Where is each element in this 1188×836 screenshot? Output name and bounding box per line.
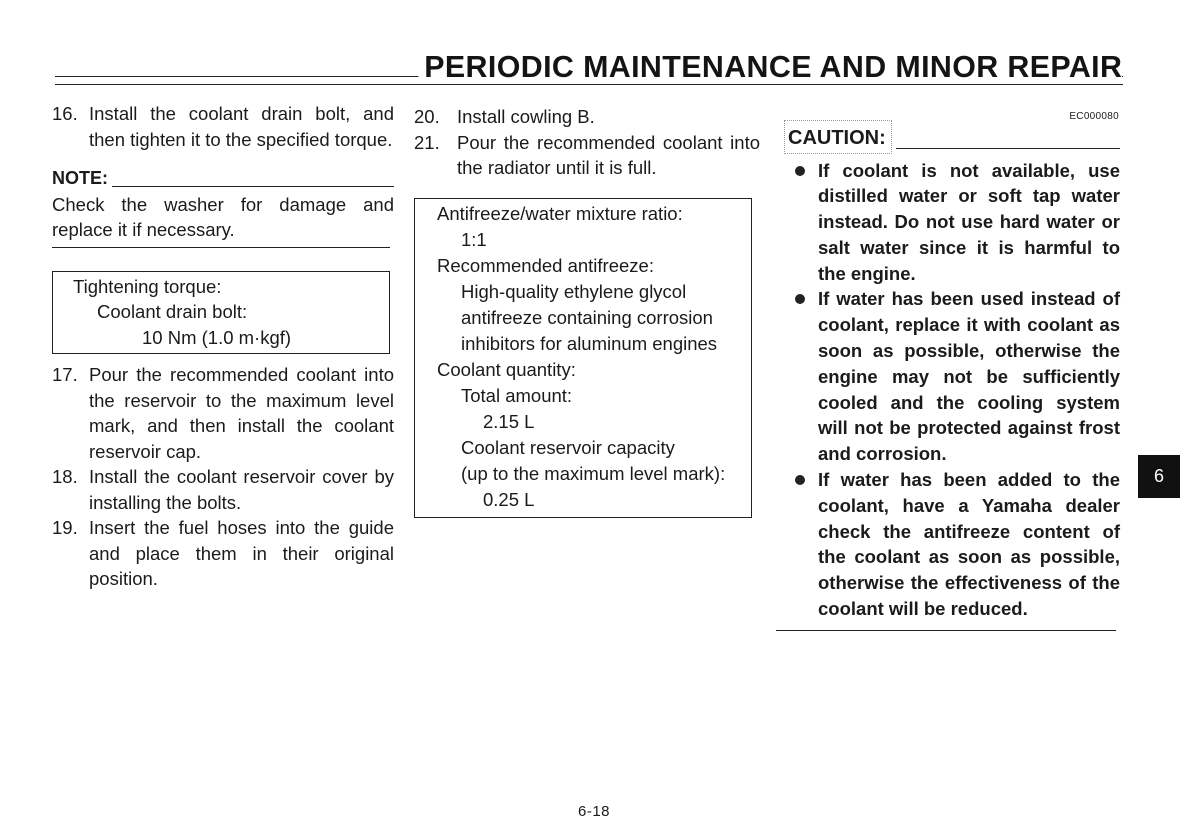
step-19 — [52, 515, 394, 592]
header-rule-bottom — [55, 84, 1123, 85]
antifreeze-label: Recommended antifreeze: — [437, 254, 654, 276]
torque-item: Coolant drain bolt: — [97, 301, 248, 322]
bullet-icon — [776, 286, 818, 467]
page-title: PERIODIC MAINTENANCE AND MINOR REPAIR — [418, 50, 1122, 84]
caution-item — [776, 158, 1126, 287]
note-end-rule — [52, 247, 390, 248]
ratio-value: 1:1 — [461, 228, 487, 250]
step-text: Pour the recommended coolant into the radiator until it is full. — [457, 131, 760, 178]
total-label: Total amount: — [461, 384, 573, 406]
step-20 — [414, 104, 760, 130]
bullet-icon — [776, 467, 818, 622]
antifreeze-value: antifreeze containing corrosion — [461, 306, 713, 328]
bullet-icon — [776, 158, 818, 287]
caution-text: If coolant is not available, use distilled water or soft tap water instead. Do not use hard water or salt water since it is harmful to the engine. — [818, 159, 1120, 284]
caution-rule — [896, 148, 1120, 149]
caution-end-rule — [776, 630, 1116, 631]
reservoir-label: Coolant reservoir capacity — [461, 436, 675, 458]
torque-value: 10 Nm (1.0 m·kgf) — [142, 326, 292, 348]
step-21 — [414, 130, 760, 181]
step-text: Insert the fuel hoses into the guide and place them in their original position. — [89, 517, 394, 589]
note-body: Check the washer for damage and replace it if necessary. — [52, 193, 394, 240]
chapter-tab: 6 — [1138, 455, 1180, 498]
step-text: Install the coolant reservoir cover by installing the bolts. — [89, 466, 394, 513]
step-18 — [52, 464, 394, 515]
step-text: Pour the recommended coolant into the reservoir to the maximum level mark, and then install the coolant reservoir cap. — [89, 364, 394, 462]
step-text: Install the coolant drain bolt, and then tighten it to the specified torque. — [89, 103, 394, 150]
column-middle — [414, 104, 760, 518]
caution-text: If water has been added to the coolant, have a Yamaha dealer check the antifreeze content of the coolant as soon as possible, otherwise the effectiveness of the coolant will be reduced. — [818, 469, 1120, 620]
step-number: 20. — [414, 106, 440, 127]
caution-item — [776, 286, 1126, 467]
antifreeze-value: High-quality ethylene glycol — [461, 280, 687, 302]
column-right — [776, 110, 1126, 631]
torque-title: Tightening torque: — [73, 275, 222, 297]
step-number: 16. — [52, 103, 78, 124]
note-heading — [52, 166, 394, 192]
torque-spec-box — [52, 271, 390, 355]
reference-code: EC000080 — [1069, 111, 1119, 122]
caution-item — [776, 467, 1126, 622]
step-text: Install cowling B. — [457, 106, 595, 127]
step-16 — [52, 101, 394, 152]
caution-label: CAUTION: — [776, 126, 890, 152]
column-left — [52, 101, 394, 592]
ratio-label: Antifreeze/water mixture ratio: — [437, 202, 683, 224]
quantity-label: Coolant quantity: — [437, 358, 576, 380]
step-number: 18. — [52, 466, 78, 487]
caution-list — [776, 158, 1126, 622]
reservoir-label: (up to the maximum level mark): — [461, 462, 726, 484]
caution-text: If water has been used instead of coolant, replace it with coolant as soon as possible, otherwise the engine may not be sufficiently cooled and the cooling system will not be protected against frost and corrosion. — [818, 288, 1120, 465]
step-number: 21. — [414, 131, 440, 153]
reservoir-value: 0.25 L — [483, 488, 535, 510]
page-number: 6-18 — [577, 803, 611, 820]
total-value: 2.15 L — [483, 410, 535, 432]
note-rule — [112, 186, 394, 187]
antifreeze-spec-box — [414, 198, 752, 518]
antifreeze-value: inhibitors for aluminum engines — [461, 332, 718, 354]
step-17 — [52, 362, 394, 464]
note-label: NOTE: — [52, 168, 108, 188]
step-number: 19. — [52, 517, 78, 538]
step-number: 17. — [52, 364, 78, 385]
caution-heading — [776, 126, 1126, 152]
